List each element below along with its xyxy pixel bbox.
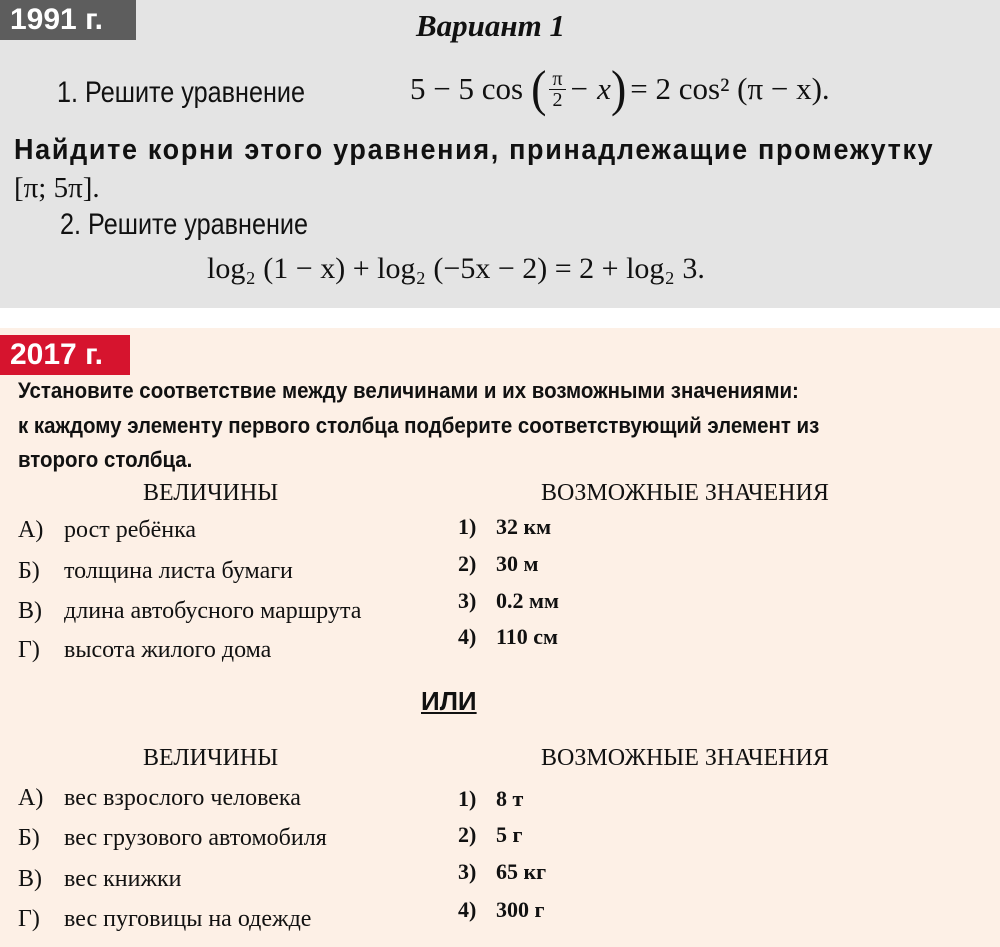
item-label: В)	[18, 866, 42, 892]
variant-title: Вариант 1	[416, 8, 565, 43]
interval-text: [π; 5π].	[14, 172, 100, 204]
value-label: 3)	[458, 859, 477, 884]
value-text: 110 см	[496, 624, 559, 649]
value-text: 32 км	[496, 514, 552, 539]
table1-value	[458, 551, 539, 577]
fraction	[549, 69, 565, 110]
problem2-text: 2. Решите уравнение	[60, 208, 308, 241]
table2-value	[458, 859, 546, 885]
table2-value	[458, 822, 523, 848]
item-label: А)	[18, 517, 44, 543]
item-text: высота жилого дома	[64, 637, 272, 663]
fraction-numerator: π	[549, 69, 565, 90]
section-divider	[0, 308, 1000, 328]
value-label: 2)	[458, 551, 477, 576]
item-text: рост ребёнка	[64, 517, 197, 543]
value-label: 1)	[458, 786, 477, 811]
item-text: длина автобусного маршрута	[64, 598, 362, 624]
value-text: 0.2 мм	[496, 588, 559, 613]
item-label: Г)	[18, 637, 40, 663]
table2-item	[18, 866, 182, 893]
or-label: ИЛИ	[421, 686, 477, 716]
problem2-formula: log₂ (1 − x) + log₂ (−5x − 2) = 2 + log₂ 3.	[207, 252, 705, 285]
table1-item	[18, 598, 361, 625]
value-label: 4)	[458, 624, 477, 649]
table2-item	[18, 825, 327, 852]
table1-left-header: ВЕЛИЧИНЫ	[143, 480, 279, 506]
item-text: вес пуговицы на одежде	[64, 906, 312, 932]
value-text: 5 г	[496, 822, 523, 847]
table1-item	[18, 558, 293, 585]
item-text: вес грузового автомобиля	[64, 825, 327, 851]
formula1-part2: − x	[568, 71, 611, 106]
year-tag-1991: 1991 г.	[0, 0, 136, 40]
table2-value	[458, 897, 545, 923]
item-label: А)	[18, 785, 44, 811]
table2-item	[18, 906, 311, 933]
value-label: 2)	[458, 822, 477, 847]
table2-right-header: ВОЗМОЖНЫЕ ЗНАЧЕНИЯ	[541, 745, 829, 771]
item-label: Б)	[18, 558, 40, 584]
problem1-formula	[410, 60, 830, 117]
value-label: 3)	[458, 588, 477, 613]
table2-left-header: ВЕЛИЧИНЫ	[143, 745, 279, 771]
value-label: 4)	[458, 897, 477, 922]
year-tag-2017: 2017 г.	[0, 335, 130, 375]
problem1-text: 1. Решите уравнение	[57, 76, 305, 109]
formula1-part3: = 2 cos² (π − x).	[630, 71, 830, 106]
intro-line-1: Установите соответствие между величинами и их возможными значениями:	[18, 378, 799, 403]
intro-line-3: второго столбца.	[18, 447, 193, 472]
table1-value	[458, 588, 559, 614]
table1-right-header: ВОЗМОЖНЫЕ ЗНАЧЕНИЯ	[541, 480, 829, 506]
item-label: В)	[18, 598, 42, 624]
item-label: Б)	[18, 825, 40, 851]
item-text: толщина листа бумаги	[64, 558, 293, 584]
table1-item	[18, 517, 196, 544]
table1-value	[458, 624, 558, 650]
value-text: 30 м	[496, 551, 539, 576]
item-text: вес книжки	[64, 866, 182, 892]
fraction-denominator: 2	[552, 88, 563, 111]
formula1-part1: 5 − 5 cos	[410, 71, 524, 106]
table2-value	[458, 786, 523, 812]
value-label: 1)	[458, 514, 477, 539]
left-paren: (	[531, 60, 547, 117]
intro-line-2: к каждому элементу первого столбца подберите соответствующий элемент из	[18, 413, 820, 438]
right-paren: )	[610, 60, 627, 117]
item-label: Г)	[18, 906, 40, 932]
table1-value	[458, 514, 551, 540]
value-text: 8 т	[496, 786, 524, 811]
table2-item	[18, 785, 301, 812]
table1-item	[18, 637, 271, 664]
item-text: вес взрослого человека	[64, 785, 301, 811]
value-text: 65 кг	[496, 859, 547, 884]
value-text: 300 г	[496, 897, 545, 922]
find-roots-text: Найдите корни этого уравнения, принадлежащие промежутку	[14, 134, 935, 166]
